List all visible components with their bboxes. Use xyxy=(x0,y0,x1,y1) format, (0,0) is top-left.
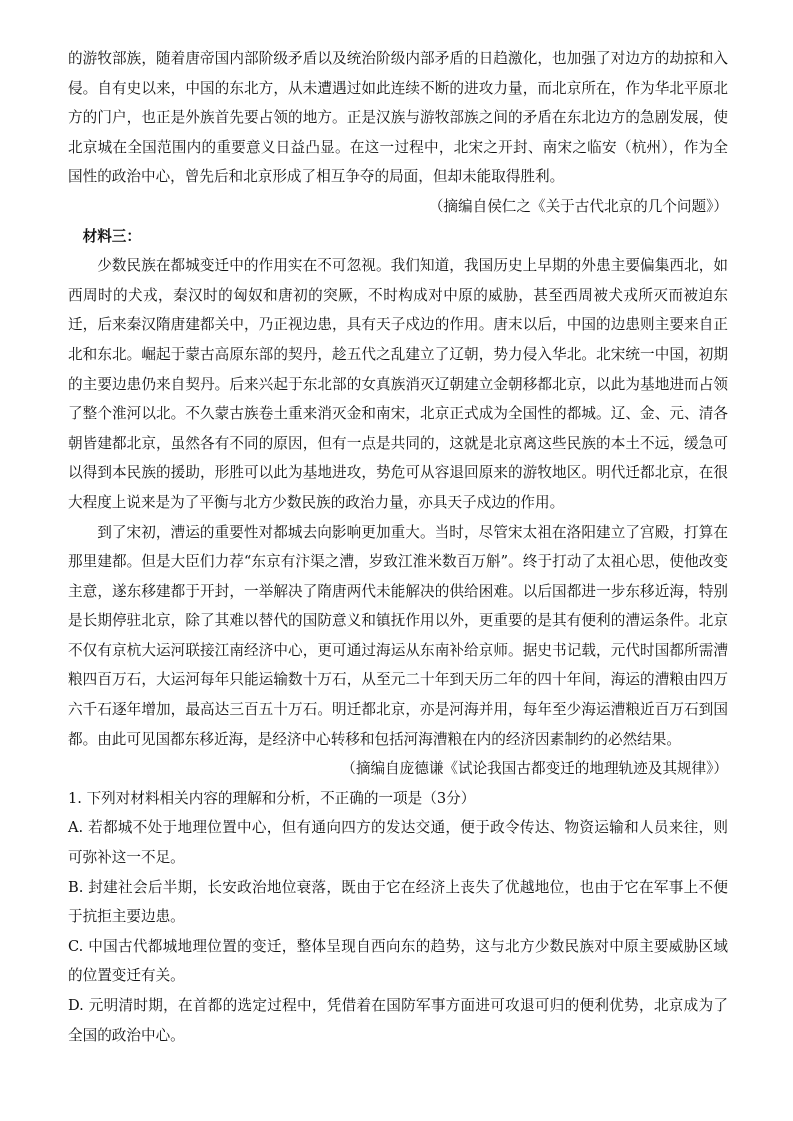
question-1-option-c: C. 中国古代都城地理位置的变迁，整体呈现自西向东的趋势，这与北方少数民族对中原主要威胁区域的位置变迁有关。 xyxy=(68,937,728,985)
source-citation-1: （摘编自侯仁之《关于古代北京的几个问题》） xyxy=(428,197,728,215)
material-3-paragraph-2: 到了宋初，漕运的重要性对都城去向影响更加重大。当时，尽管宋太祖在洛阳建立了宫殿，打算在那里建都。但是大臣们力荐“东京有汴渠之漕，岁致江淮米数百万斛”。终于打动了太祖心思，使他改变主意，遂东移建都于开封，一举解决了隋唐两代未能解决的供给困难。以后国都进一步东移近海，特别是长期停驻北京，除了其难以替代的国防意义和镇抚作用以外，更重要的是其有便利的漕运条件。北京不仅有京杭大运河联接江南经济中心，更可通过海运从东南补给京师。据史书记载，元代时国都所需漕粮四百万石，大运河每年只能运输数十万石，从至元二十年到天历二年的四十年间，海运的漕粮由四万六千石逐年增加，最高达三百五十万石。明迁都北京，亦是河海并用，每年至少海运漕粮近百万石到国都。由此可见国都东移近海，是经济中心转移和包括河海漕粮在内的经济因素制约的必然结果。 xyxy=(68,523,728,748)
question-1-stem: 1. 下列对材料相关内容的理解和分析，不正确的一项是（3分） xyxy=(68,789,476,807)
paragraph-continued: 的游牧部族，随着唐帝国内部阶级矛盾以及统治阶级内部矛盾的日趋激化，也加强了对边方的劫掠和入侵。自有史以来，中国的东北方，从未遭遇过如此连续不断的进攻力量，而北京所在，作为华北平原北方的门户，也正是外族首先要占领的地方。正是汉族与游牧部族之间的矛盾在东北边方的急剧发展，使北京城在全国范围内的重要意义日益凸显。在这一过程中，北宋之开封、南宋之临安（杭州），作为全国性的政治中心，曾先后和北京形成了相互争夺的局面，但却未能取得胜利。 xyxy=(68,50,728,186)
question-1-option-a: A. 若都城不处于地理位置中心，但有通向四方的发达交通，便于政令传达、物资运输和人员来往，则可弥补这一不足。 xyxy=(68,819,728,867)
question-1-option-b: B. 封建社会后半期，长安政治地位衰落，既由于它在经济上丧失了优越地位，也由于它在军事上不便于抗拒主要边患。 xyxy=(68,878,728,926)
document-page xyxy=(68,44,728,1050)
question-1-option-d: D. 元明清时期，在首都的选定过程中，凭借着在国防军事方面进可攻退可归的便利优势，北京成为了全国的政治中心。 xyxy=(68,997,728,1044)
material-3-paragraph-1: 少数民族在都城变迁中的作用实在不可忽视。我们知道，我国历史上早期的外患主要偏集西北，如西周时的犬戎，秦汉时的匈奴和唐初的突厥，不时构成对中原的威胁，甚至西周被犬戎所灭而被迫东迁，后来秦汉隋唐建都关中，乃正视边患，具有天子戍边的作用。唐末以后，中国的边患则主要来自正北和东北。崛起于蒙古高原东部的契丹，趁五代之乱建立了辽朝，势力侵入华北。北宋统一中国，初期的主要边患仍来自契丹。后来兴起于东北部的女真族消灭辽朝建立金朝移都北京，以此为基地进而占领了整个淮河以北。不久蒙古族卷土重来消灭金和南宋，北京正式成为全国性的都城。辽、金、元、清各朝皆建都北京，虽然各有不同的原因，但有一点是共同的，这就是北京离这些民族的本土不远，缓急可以得到本民族的援助，形胜可以此为基地进攻，势危可从容退回原来的游牧地区。明代迁都北京，在很大程度上说来是为了平衡与北方少数民族的政治力量，亦具天子戍边的作用。 xyxy=(68,257,728,511)
source-citation-2: （摘编自庞德谦《试论我国古都变迁的地理轨迹及其规律》） xyxy=(341,760,728,778)
material-3-heading: 材料三： xyxy=(82,227,141,245)
